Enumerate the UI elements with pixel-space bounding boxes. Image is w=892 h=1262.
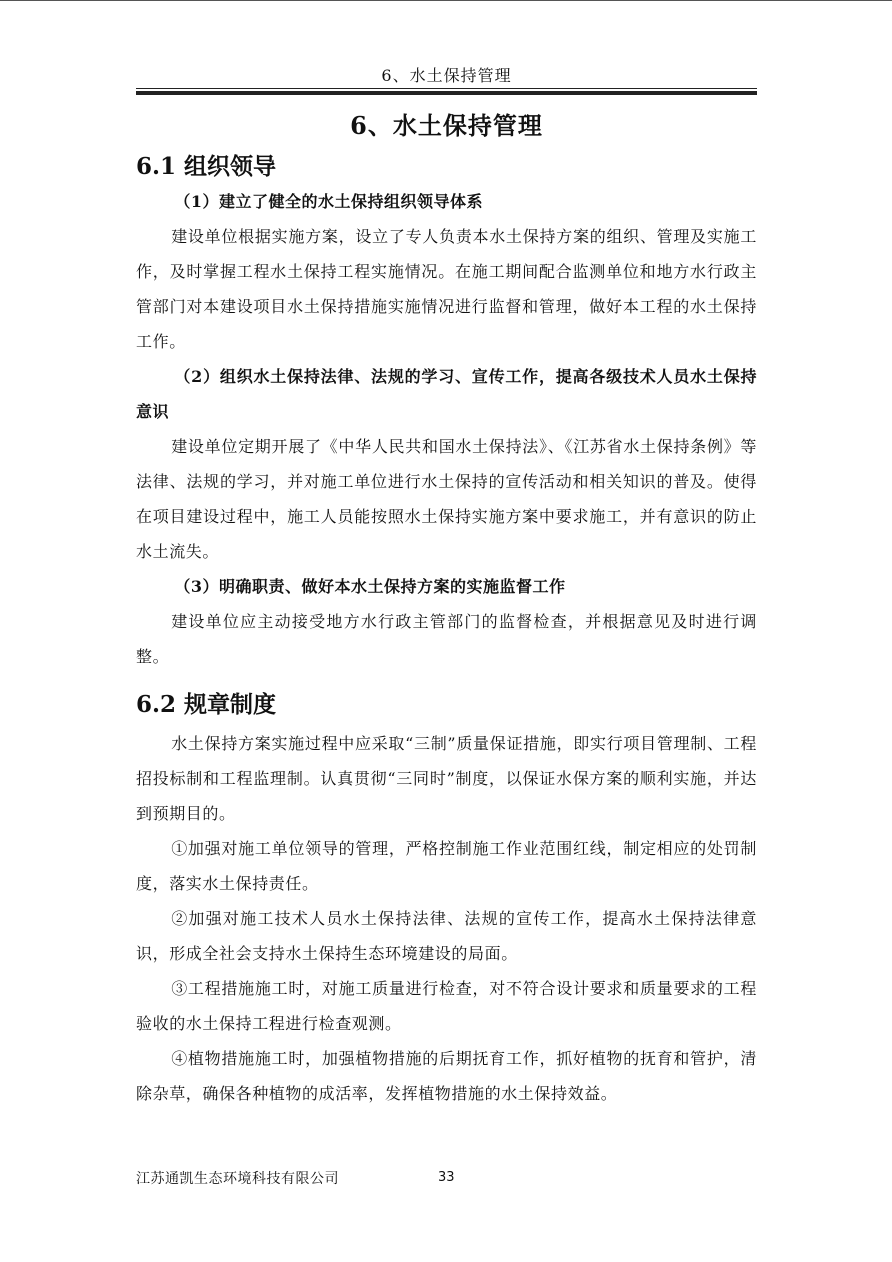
subheading: （2）组织水土保持法律、法规的学习、宣传工作，提高各级技术人员水土保持意识 [136,367,757,421]
paragraph: 水土保持方案实施过程中应采取“三制”质量保证措施，即实行项目管理制、工程招投标制和工程监理制。认真贯彻“三同时”制度，以保证水保方案的顺利实施，并达到预期目的。 [136,734,757,823]
header-rule-thick [136,91,757,95]
header-rule [136,88,757,89]
subheading: （1）建立了健全的水土保持组织领导体系 [174,192,484,211]
running-header: 6、水土保持管理 [381,66,512,85]
section-heading: 6.1 组织领导 [136,153,277,180]
paragraph: 建设单位根据实施方案，设立了专人负责本水土保持方案的组织、管理及实施工作，及时掌握工程水土保持工程实施情况。在施工期间配合监测单位和地方水行政主管部门对本建设项目水土保持措施实施情况进行监督和管理，做好本工程的水土保持工作。 [136,227,757,351]
page-number: 33 [438,1170,455,1185]
section-heading: 6.2 规章制度 [136,691,277,718]
list-item: ④植物措施施工时，加强植物措施的后期抚育工作，抓好植物的抚育和管护，清除杂草，确保各种植物的成活率，发挥植物措施的水土保持效益。 [136,1049,757,1103]
paragraph: 建设单位定期开展了《中华人民共和国水土保持法》、《江苏省水土保持条例》等法律、法规的学习，并对施工单位进行水土保持的宣传活动和相关知识的普及。使得在项目建设过程中，施工人员能按照水土保持实施方案中要求施工，并有意识的防止水土流失。 [136,437,757,561]
list-item: ②加强对施工技术人员水土保持法律、法规的宣传工作，提高水土保持法律意识，形成全社会支持水土保持生态环境建设的局面。 [136,909,757,963]
document-body [136,106,757,1111]
paragraph: 建设单位应主动接受地方水行政主管部门的监督检查，并根据意见及时进行调整。 [136,612,757,666]
page-top-rule [0,0,892,1]
chapter-title: 6、水土保持管理 [350,111,543,140]
subheading: （3）明确职责、做好本水土保持方案的实施监督工作 [174,577,566,596]
list-item: ③工程措施施工时，对施工质量进行检查，对不符合设计要求和质量要求的工程验收的水土保持工程进行检查观测。 [136,979,757,1033]
footer-company: 江苏通凯生态环境科技有限公司 [136,1171,339,1187]
list-item: ①加强对施工单位领导的管理，严格控制施工作业范围红线，制定相应的处罚制度，落实水土保持责任。 [136,839,757,893]
